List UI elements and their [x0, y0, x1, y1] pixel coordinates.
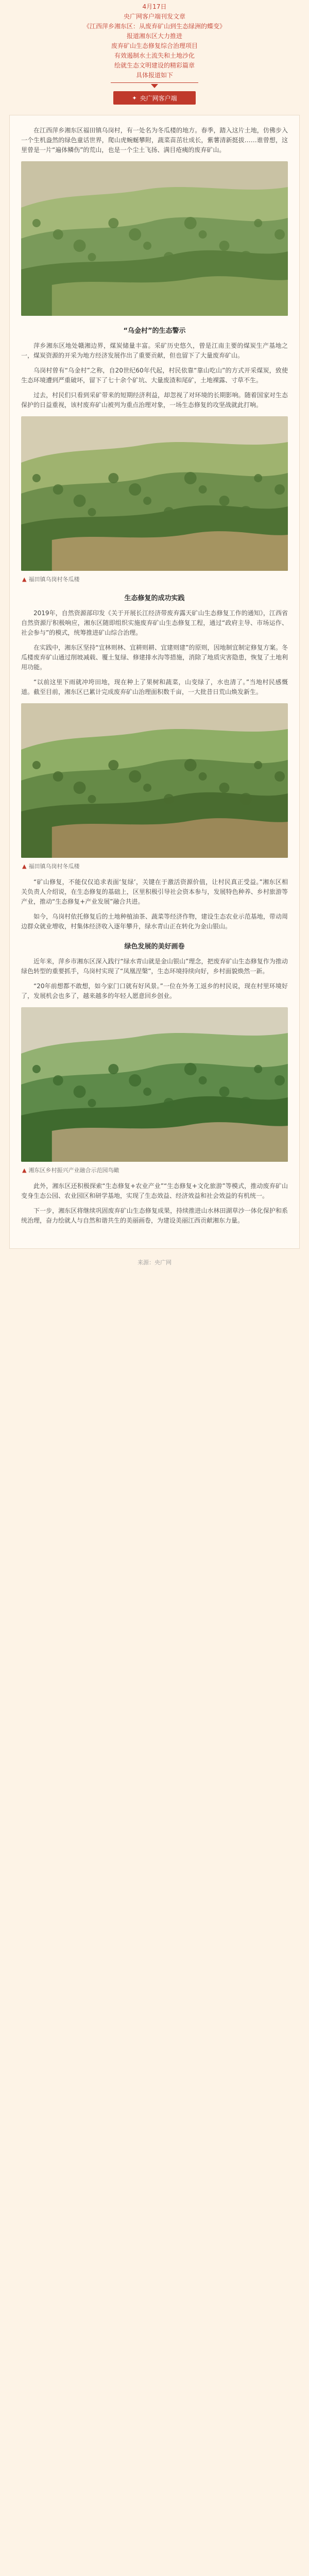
body-paragraph: 如今，乌岗村依托修复后的土地种植油茶、蔬菜等经济作物，建设生态农业示范基地，带动周边群众就业增收，村集体经济收入逐年攀升，绿水青山正在转化为金山银山。 — [21, 913, 288, 930]
header-date: 4月17日 — [142, 3, 167, 10]
body-paragraph: 过去，村民们只看到采矿带来的短期经济利益，却忽视了对环境的长期影响。随着国家对生态保护的日益重视，该村废弃矿山被列为重点治理对象，一场生态修复的攻坚战就此打响。 — [21, 392, 288, 409]
section-title: 生态修复的成功实践 — [124, 595, 185, 602]
body-paragraph: “以前这里下雨就冲垮田地，现在种上了果树和蔬菜，山变绿了，水也清了。”当地村民感慨道。截至目前，湘东区已累计完成废弃矿山治理面积数千亩，一大批昔日荒山焕发新生。 — [21, 679, 288, 696]
header-line-6: 绘就生态文明建设的精彩篇章 — [114, 62, 195, 69]
caption-triangle-icon: ▲ — [22, 863, 27, 870]
photo-caption-text: 福田镇乌岗村冬瓜楼 — [28, 863, 80, 870]
section-title: 绿色发展的美好画卷 — [124, 943, 185, 951]
source-badge — [113, 91, 196, 105]
caption-triangle-icon: ▲ — [22, 576, 27, 583]
header-line-7: 具体报道如下 — [135, 72, 173, 79]
article-header — [0, 0, 309, 80]
source-badge-label: 央广网客户端 — [140, 94, 177, 102]
footer-note: 来源：央广网 — [138, 1259, 171, 1266]
article-photo — [21, 416, 288, 571]
header-line-4: 废弃矿山生态修复综合治理项目 — [111, 42, 198, 49]
article-photo — [21, 161, 288, 316]
body-paragraph: 此外，湘东区还积极探索“生态修复+农业产业”“生态修复+文化旅游”等模式，推动废弃矿山变身生态公园、农业园区和研学基地，实现了生态效益、经济效益和社会效益的有机统一。 — [21, 1182, 288, 1199]
body-paragraph: 乌岗村曾有“乌金村”之称，自20世纪60年代起，村民依靠“靠山吃山”的方式开采煤炭，致使生态环境遭到严重破坏，留下了七十余个矿坑、大量废渣和尾矿，土地裸露、寸草不生。 — [21, 367, 288, 384]
article-photo — [21, 1007, 288, 1162]
photo-caption — [21, 862, 288, 870]
down-arrow-icon — [151, 84, 158, 88]
body-paragraph: 2019年，自然资源部印发《关于开展长江经济带废弃露天矿山生态修复工作的通知》，江西省自然资源厅积极响应，湘东区随即组织实施废弃矿山生态修复工程，通过“政府主导、市场运作、社会参与”的模式，统筹推进矿山综合治理。 — [21, 609, 288, 636]
body-paragraph: 在江西萍乡湘东区福田镇乌岗村，有一处名为冬瓜楼的地方。春季，踏入这片土地，仿佛步入一个生机盎然的绿色童话世界，爬山虎蜿蜒攀附，蔬菜苗茁壮成长，紫薯清新挺拔……谁曾想，这里曾是一片“遍体鳞伤”的荒山，也是一个尘土飞扬、满目疮痍的废弃矿山。 — [21, 127, 288, 154]
photo-caption — [21, 1166, 288, 1174]
header-line-5: 有效遏制水土流失和土地沙化 — [114, 52, 195, 59]
spark-icon: ✦ — [132, 94, 137, 101]
body-paragraph: 下一步，湘东区将继续巩固废弃矿山生态修复成果，持续推进山水林田湖草沙一体化保护和系统治理，奋力绘就人与自然和谐共生的美丽画卷，为建设美丽江西贡献湘东力量。 — [21, 1207, 288, 1224]
photo-caption-text: 福田镇乌岗村冬瓜楼 — [28, 576, 80, 583]
photo-caption-text: 湘东区乡村振兴产业融合示范园鸟瞰 — [28, 1167, 119, 1174]
body-paragraph: “矿山修复，不能仅仅追求表面‘复绿’，关键在于激活资源价值，让村民真正受益。”湘东区相关负责人介绍说，在生态修复的基础上，区里积极引导社会资本参与，发展特色种养、乡村旅游等产业，推动“生态修复+产业发展”融合共进。 — [21, 878, 288, 905]
photo-caption — [21, 575, 288, 583]
article-photo — [21, 703, 288, 858]
body-paragraph: 近年来，萍乡市湘东区深入践行“绿水青山就是金山银山”理念，把废弃矿山生态修复作为推动绿色转型的重要抓手，乌岗村实现了“凤凰涅槃”，生态环境持续向好，乡村面貌焕然一新。 — [21, 958, 288, 975]
body-paragraph: 在实践中，湘东区坚持“宜林则林、宜耕则耕、宜建则建”的原则，因地制宜制定修复方案。冬瓜楼废弃矿山通过削坡减载、覆土复绿、修建排水沟等措施，消除了地质灾害隐患，恢复了土地利用功能。 — [21, 644, 288, 671]
header-article-title: 《江西萍乡湘东区：从废弃矿山到生态绿洲的蝶变》 — [83, 23, 226, 30]
body-paragraph: 萍乡湘东区地处赣湘边界，煤炭储量丰富。采矿历史悠久，曾是江南主要的煤炭生产基地之一，煤炭资源的开采为地方经济发展作出了重要贡献，但也留下了大量废弃矿山。 — [21, 342, 288, 359]
article-card — [9, 115, 300, 1249]
header-line-3: 报道湘东区大力推进 — [126, 32, 182, 40]
section-title: “乌金村”的生态警示 — [123, 327, 186, 335]
header-divider — [111, 82, 198, 83]
caption-triangle-icon: ▲ — [22, 1167, 27, 1174]
header-line-1: 央广网客户端刊发文章 — [123, 13, 185, 20]
body-paragraph: “20年前想都不敢想，如今家门口就有好风景。”一位在外务工返乡的村民说，现在村里环境好了，发展机会也多了，越来越多的年轻人愿意回乡创业。 — [21, 982, 288, 999]
